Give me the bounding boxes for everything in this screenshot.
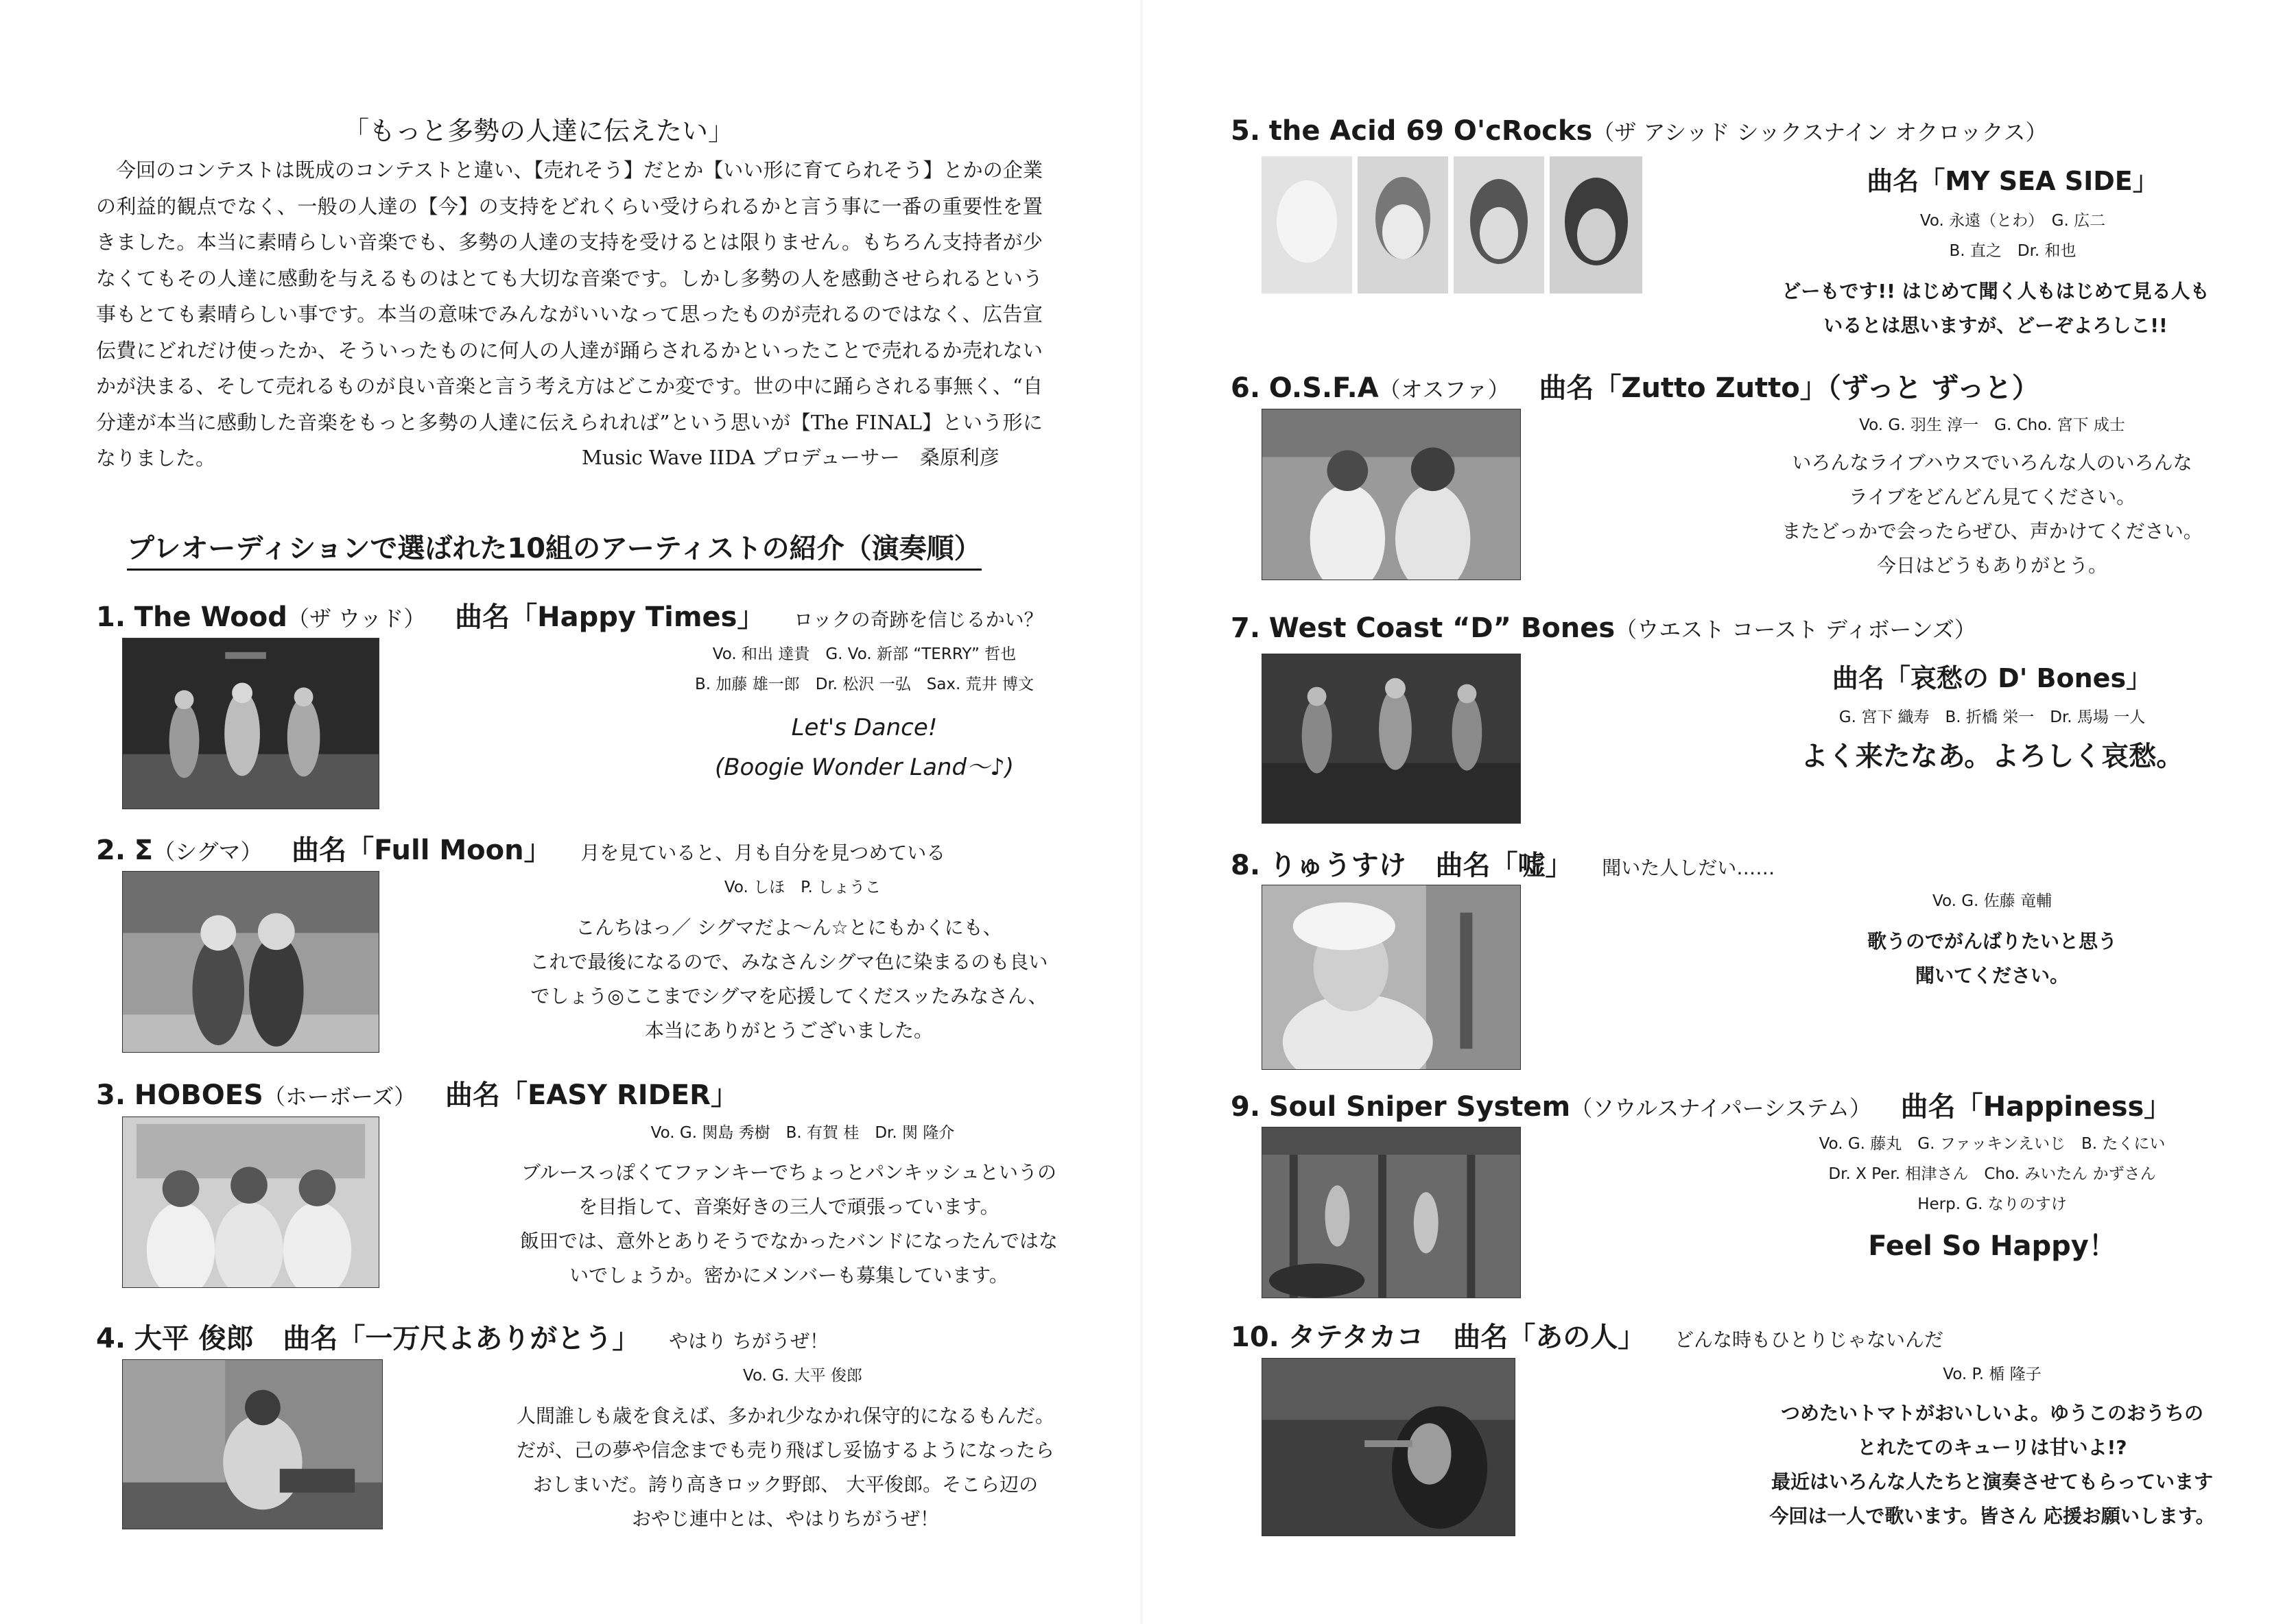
band-photo — [122, 871, 379, 1053]
artist-name: The Wood — [134, 601, 287, 633]
song-title: 曲名「MY SEA SIDE」 — [1867, 166, 2159, 196]
artist-name: 大平 俊郎 — [134, 1323, 254, 1354]
artist-comment: よく来たなあ。よろしく哀愁。 — [1800, 741, 2184, 772]
artist-name: タテタカコ — [1288, 1322, 1424, 1353]
member-list: Vo. しほ P. しょうこ — [724, 879, 882, 896]
band-photo — [122, 1359, 383, 1529]
artist-heading — [96, 1317, 829, 1356]
intro-credit: Music Wave IIDA プロデューサー 桑原利彦 — [582, 446, 999, 469]
artist-heading — [1231, 115, 2047, 147]
artist-comment: どーもです!! はじめて聞く人もはじめて見る人も いるとは思いますが、どーぞよろしこ!! — [1782, 280, 2210, 337]
tagline: 聞いた人しだい…… — [1602, 857, 1775, 879]
artist-number: 8. — [1231, 850, 1261, 881]
song-title: 曲名「あの人」 — [1453, 1322, 1646, 1353]
song-title: 曲名「Zutto Zutto」（ずっと ずっと） — [1539, 372, 2039, 404]
artist-name: Soul Sniper System — [1268, 1091, 1571, 1123]
song-title: 曲名「嘘」 — [1435, 850, 1573, 881]
song-title: 曲名「EASY RIDER」 — [445, 1079, 738, 1111]
right-page — [1142, 0, 2283, 1624]
band-photo — [1262, 1127, 1521, 1298]
artist-kana: （オスファ） — [1378, 377, 1510, 403]
member-list: Vo. G. 佐藤 竜輔 — [1932, 892, 2052, 910]
song-title: 曲名「Happiness」 — [1900, 1091, 2172, 1123]
artist-name: HOBOES — [134, 1079, 263, 1111]
intro-body: 今回のコンテストは既成のコンテストと違い、【売れそう】だとか【いい形に育てられそう】とかの企業の利益的観点でなく、一般の人達の【今】の支持をどれくらい受けられるかと言う事に一番の重要性を置きました。本当に素晴らしい音楽でも、多勢の人達の支持を受けるとは限りません。もちろん支持者が少なくてもその人達に感動を与えるものはとても大切な音楽です。しかし多勢の人を感動させられるという事もとても素晴らしい事です。本当の意味でみんながいいなって思ったものが売れるのではなく、広告宣伝費にどれだけ使ったか、そういったものに何人の人達が踊らされるかといったことで売れるか売れないかが決まる、そして売れるものが良い音楽と言う考え方はどこか変です。世の中に踊らされる事無く、“自分達が本当に感動した音楽をもっと多勢の人達に伝えられれば”という思いが【The FINAL】という形になりました。 — [96, 158, 1043, 470]
artist-comment: Feel So Happy！ — [1868, 1230, 2116, 1262]
band-photo — [1262, 885, 1521, 1070]
artist-comment: いろんなライブハウスでいろんな人のいろんな ライブをどんどん見てください。 またどっかで会ったらぜひ、声かけてください。 今日はどうもありがとう。 — [1782, 451, 2203, 577]
artist-heading — [96, 1073, 738, 1112]
artist-heading — [1231, 366, 2039, 405]
artist-name: りゅうすけ — [1268, 850, 1406, 881]
artist-number: 9. — [1231, 1091, 1261, 1123]
artist-name: the Acid 69 O'cRocks — [1268, 115, 1593, 147]
artist-kana: （シグマ） — [153, 839, 263, 865]
artist-number: 10. — [1231, 1322, 1279, 1353]
song-title: 曲名「Happy Times」 — [455, 601, 765, 633]
artist-comment: 人間誰しも歳を食えば、多かれ少なかれ保守的になるもんだ。 だが、己の夢や信念までも売り飛ばし妥協するようになったら おしまいだ。誇り高きロック野郎、 大平俊郎。そこら辺の おやじ連中とは、やはりちがうぜ！ — [516, 1405, 1054, 1530]
artist-kana: （ウエスト コースト ディボーンズ） — [1615, 617, 1976, 643]
song-title: 曲名「哀愁の D' Bones」 — [1832, 663, 2153, 693]
artist-name: O.S.F.A — [1268, 372, 1379, 404]
artist-heading — [1231, 1315, 1943, 1354]
member-portraits — [1262, 156, 1642, 294]
band-photo — [1262, 1358, 1515, 1536]
artist-name: West Coast “D” Bones — [1268, 612, 1616, 644]
artist-number: 5. — [1231, 115, 1261, 147]
artist-kana: （ソウルスナイパーシステム） — [1570, 1095, 1871, 1121]
section-title: プレオーディションで選ばれた10組のアーティストの紹介（演奏順） — [127, 527, 982, 571]
artist-heading — [1231, 844, 1775, 883]
member-list: G. 宮下 織寿 B. 折橋 栄一 Dr. 馬場 一人 — [1838, 708, 2146, 726]
artist-number: 7. — [1231, 612, 1261, 644]
member-list: Vo. P. 楯 隆子 — [1943, 1365, 2042, 1383]
intro-title: 「もっと多勢の人達に伝えたい」 — [343, 116, 735, 146]
artist-heading — [1231, 612, 1976, 644]
tagline: やはり ちがうぜ！ — [669, 1330, 829, 1352]
band-photo — [122, 1116, 379, 1288]
artist-kana: （ホーボーズ） — [263, 1084, 416, 1110]
artist-number: 4. — [96, 1323, 126, 1354]
artist-kana: （ザ ウッド） — [287, 606, 426, 632]
artist-number: 2. — [96, 835, 126, 866]
artist-name: Σ — [134, 835, 154, 866]
artist-comment: こんちはっ／ シグマだよ～ん☆とにもかくにも、 これで最後になるので、みなさんシグマ色に染まるのも良い でしょう◎ここまでシグマを応援してくだスッたみなさん、 本当にありがとうございました。 — [530, 916, 1048, 1042]
artist-number: 6. — [1231, 372, 1261, 404]
member-list: Vo. 永遠（とわ） G. 広二 B. 直之 Dr. 和也 — [1919, 212, 2106, 260]
tagline: 月を見ていると、月も自分を見つめている — [580, 841, 946, 864]
song-title: 曲名「一万尺よありがとう」 — [283, 1323, 640, 1354]
band-photo — [1262, 409, 1521, 580]
band-photo — [1262, 654, 1521, 824]
band-photo — [122, 638, 379, 809]
artist-comment: 歌うのでがんばりたいと思う 聞いてください。 — [1867, 930, 2117, 987]
member-list: Vo. G. 藤丸 G. ファッキンえいじ B. たくにい Dr. X Per. 相津さん Cho. みいたん かずさん Herp. G. なりのすけ — [1819, 1135, 2166, 1213]
tagline: どんな時もひとりじゃないんだ — [1675, 1328, 1944, 1351]
artist-number: 3. — [96, 1079, 126, 1111]
artist-number: 1. — [96, 601, 126, 633]
member-list: Vo. 和出 達貴 G. Vo. 新部 “TERRY” 哲也 B. 加藤 雄一郎 Dr. 松沢 一弘 Sax. 荒井 博文 — [695, 645, 1034, 693]
song-title: 曲名「Full Moon」 — [292, 835, 552, 866]
artist-comment: つめたいトマトがおいしいよ。ゆうこのおうちの とれたてのキューリは甘いよ!? 最近はいろんな人たちと演奏させてもらっています 今回は一人で歌います。皆さん 応援お願いします。 — [1769, 1402, 2215, 1527]
tagline: ロックの奇跡を信じるかい？ — [794, 608, 1043, 631]
artist-heading — [96, 595, 1043, 634]
artist-heading — [1231, 1085, 2171, 1124]
member-list: Vo. G. 関島 秀樹 B. 有賀 桂 Dr. 関 隆介 — [650, 1124, 955, 1142]
artist-kana: （ザ アシッド シックスナイン オクロックス） — [1592, 119, 2048, 145]
artist-heading — [96, 828, 945, 868]
member-list: Vo. G. 大平 俊郎 — [743, 1367, 862, 1385]
artist-comment: ブルースっぽくてファンキーでちょっとパンキッシュというの を目指して、音楽好きの三人で頑張っています。 飯田では、意外とありそうでなかったバンドになったんではな いでしょうか。密かにメンバーも募集しています。 — [519, 1161, 1058, 1287]
member-list: Vo. G. 羽生 淳一 G. Cho. 宮下 成士 — [1859, 416, 2125, 434]
artist-comment: Let's Dance! (Boogie Wonder Land～♪) — [714, 714, 1015, 781]
